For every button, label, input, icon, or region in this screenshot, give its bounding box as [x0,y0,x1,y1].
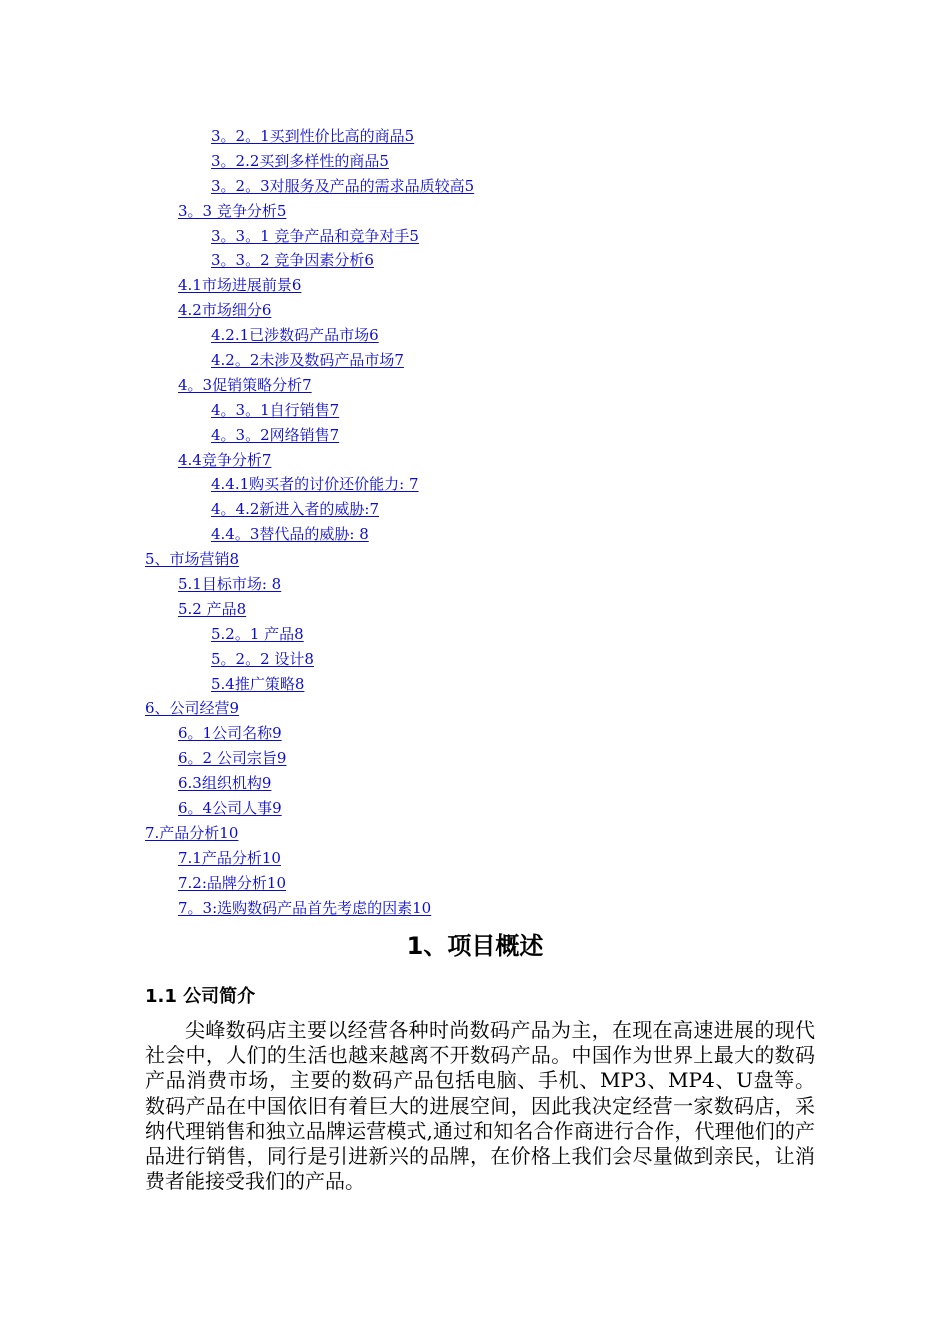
toc-link[interactable]: 7。3:选购数码产品首先考虑的因素10 [178,898,432,917]
section-title: 1、项目概述 [406,932,544,960]
toc-entry [0,224,950,249]
toc-link[interactable]: 3。2。1买到性价比高的商品5 [211,127,415,145]
toc-entry [0,771,950,796]
toc-link[interactable]: 6。1公司名称9 [178,724,282,743]
toc-entry [0,423,950,448]
toc-entry [0,896,950,921]
table-of-contents [0,124,950,921]
toc-entry [0,448,950,473]
toc-entry [0,373,950,398]
toc-entry [0,398,950,423]
toc-entry [0,497,950,522]
toc-entry [0,547,950,572]
toc-link[interactable]: 6。2 公司宗旨9 [178,749,287,768]
toc-entry [0,846,950,871]
toc-entry [0,696,950,721]
toc-entry [0,796,950,821]
toc-link[interactable]: 6。4公司人事9 [178,799,282,818]
toc-link[interactable]: 7.2:品牌分析10 [178,873,286,892]
toc-entry [0,248,950,273]
company-intro-paragraph: 尖峰数码店主要以经营各种时尚数码产品为主，在现在高速进展的现代社会中，人们的生活也越来越离不开数码产品。中国作为世界上最大的数码产品消费市场，主要的数码产品包括电脑、手机、MP3、MP4、U盘等。数码产品在中国依旧有着巨大的进展空间，因此我决定经营一家数码店，采纳代理销售和独立品牌运营模式,通过和知名合作商进行合作，代理他们的产品进行销售，同行是引进新兴的品牌，在价格上我们会尽量做到亲民，让消费者能接受我们的产品。 [145,1018,815,1194]
toc-entry [0,672,950,697]
toc-link[interactable]: 4.2。2未涉及数码产品市场7 [211,351,404,370]
toc-entry [0,647,950,672]
toc-entry [0,746,950,771]
toc-entry [0,149,950,174]
toc-link[interactable]: 5.1目标市场: 8 [178,575,282,594]
toc-link[interactable]: 6、公司经营9 [145,699,240,718]
toc-link[interactable]: 4.2.1已涉数码产品市场6 [211,326,379,345]
toc-link[interactable]: 3。2.2买到多样性的商品5 [211,151,389,170]
toc-link[interactable]: 4.1市场进展前景6 [178,276,302,295]
toc-entry [0,821,950,846]
toc-link[interactable]: 5.2。1 产品8 [211,624,304,643]
toc-entry [0,597,950,622]
toc-link[interactable]: 4。3促销策略分析7 [178,375,312,394]
toc-entry [0,323,950,348]
toc-entry [0,622,950,647]
toc-entry [0,199,950,224]
toc-link[interactable]: 4.4。3替代品的威胁: 8 [211,525,369,544]
toc-entry [0,721,950,746]
toc-link[interactable]: 5.2 产品8 [178,599,247,618]
toc-entry [0,124,950,149]
toc-link[interactable]: 3。3 竞争分析5 [178,201,287,220]
toc-link[interactable]: 4.2市场细分6 [178,301,272,320]
toc-link[interactable]: 4.4.1购买者的讨价还价能力: 7 [211,475,419,494]
toc-entry [0,522,950,547]
toc-entry [0,298,950,323]
toc-link[interactable]: 3。2。3对服务及产品的需求品质较高5 [211,176,475,195]
toc-link[interactable]: 4。3。1自行销售7 [211,400,340,419]
toc-link[interactable]: 3。3。1 竞争产品和竞争对手5 [211,226,419,245]
toc-link[interactable]: 3。3。2 竞争因素分析6 [211,251,374,270]
toc-entry [0,871,950,896]
toc-link[interactable]: 4。3。2网络销售7 [211,425,340,444]
toc-entry [0,273,950,298]
toc-entry [0,572,950,597]
subsection-title: 1.1 公司简介 [145,986,256,1007]
toc-link[interactable]: 5、市场营销8 [145,550,240,569]
toc-entry [0,472,950,497]
toc-link[interactable]: 4。4.2新进入者的威胁:7 [211,500,379,519]
toc-entry [0,174,950,199]
toc-link[interactable]: 4.4竞争分析7 [178,450,272,469]
toc-link[interactable]: 7.1产品分析10 [178,848,281,867]
toc-entry [0,348,950,373]
toc-link[interactable]: 5.4推广策略8 [211,674,305,693]
toc-link[interactable]: 6.3组织机构9 [178,774,272,793]
toc-link[interactable]: 7.产品分析10 [145,823,239,842]
toc-link[interactable]: 5。2。2 设计8 [211,649,314,668]
